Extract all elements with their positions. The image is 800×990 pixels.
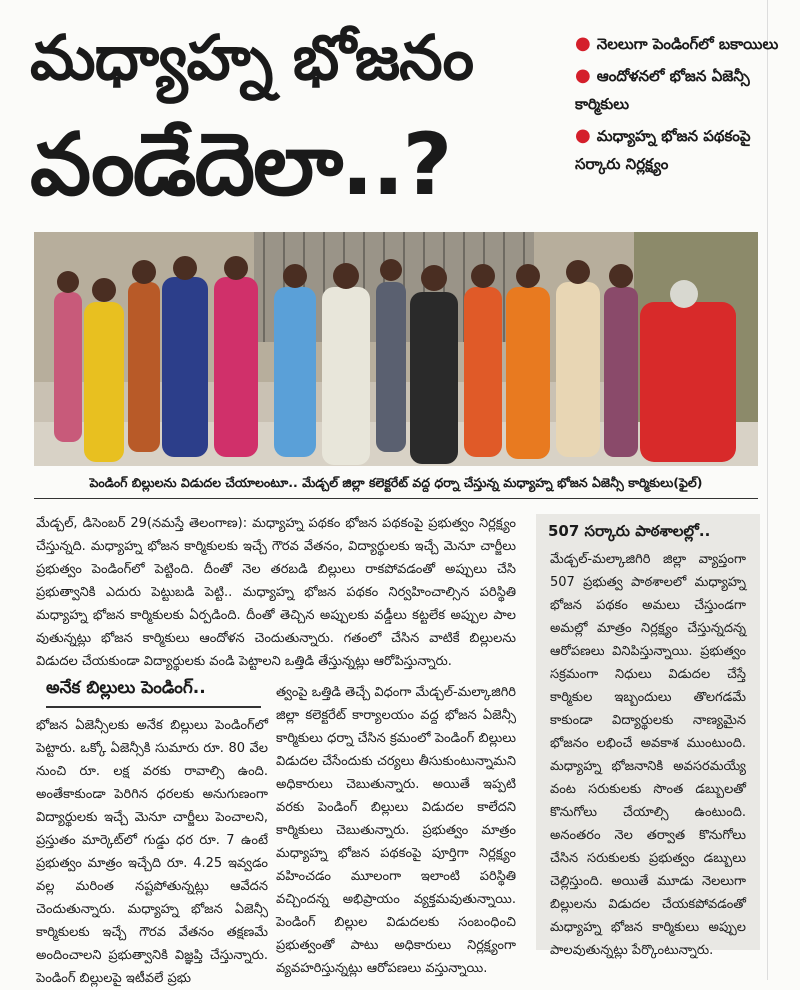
- highlight-item: [575, 62, 790, 118]
- news-photo: [34, 232, 758, 466]
- highlight-text: నెలలుగా పెండింగ్‌లో బకాయిలు: [596, 35, 779, 53]
- lead-paragraph: మేడ్చల్, డిసెంబర్ 29(నమస్తే తెలంగాణ): మధ్యాహ్న పథకం భోజన పథకంపై ప్రభుత్వం నిర్లక్ష్యం చేస్తున్నది. మధ్యాహ్న భోజన కార్మికులకు ఇచ్చే గౌరవ వేతనం, విద్యార్థులకు ఇచ్చే మెనూ చార్జీలు ప్రభుత్వం పెండింగ్‌లో పెట్టింది. దీంతో నెల తరబడి బిల్లులు రాకపోవడంతో అప్పులు చేసి ప్రభుత్వానికి ఎదురు పెట్టుబడి పెట్టి.. మధ్యాహ్న భోజన పథకం నిర్వహించాల్సిన పరిస్థితి మధ్యాహ్న భోజన కార్మికులకు ఏర్పడింది. దీంతో తెచ్చిన అప్పులకు వడ్డీలు కట్టలేక అప్పుల పాల వుతున్నట్లు భోజన కార్మికులు ఆందోళన చెందుతున్నారు. గతంలో చేసిన వాటికే బిల్లులను విడుదల చేయకుండా విద్యార్థులకు వండి పెట్టాలని ఒత్తిడి తేస్తున్నట్లు ఆరోపిస్తున్నారు.: [36, 516, 516, 669]
- article-column-1: భోజన ఏజెన్సీలకు అనేక బిల్లులు పెండింగ్‌లో పెట్టారు. ఒక్కో ఏజెన్సీకి సుమారు రూ. 80 వేల నుంచి రూ. లక్ష వరకు రావాల్సి ఉంది. అంతేకాకుండా పెరిగిన ధరలకు అనుగుణంగా విద్యార్థులకు ఇచ్చే మెనూ చార్జీలు పెంచాలని, ప్రస్తుతం మార్కెట్‌లో గుడ్డు ధర రూ. 7 ఉంటే ప్రభుత్వం మాత్రం ఇచ్చేది రూ. 4.25 ఇవ్వడం వల్ల మరింత నష్టపోతున్నట్లు ఆవేదన చెందుతున్నారు. మధ్యాహ్న భోజన ఏజెన్సీ కార్మికులకు ఇచ్చే గౌరవ వేతనం తక్షణమే అందించాలని ప్రభుత్వానికి విజ్ఞప్తి చేస్తున్నారు. పెండింగ్ బిల్లులపై ఇటీవలే ప్రభు: [36, 718, 268, 986]
- bullet-icon: ●: [575, 125, 591, 146]
- headline-line-1: మధ్యాహ్న భోజనం: [30, 21, 474, 94]
- highlights-list: [575, 30, 790, 182]
- highlight-text: ఆందోళనలో భోజన ఏజెన్సీ కార్మికులు: [575, 67, 750, 113]
- subheading: అనేక బిల్లులు పెండింగ్..: [46, 678, 261, 708]
- highlight-item: [575, 122, 790, 178]
- photo-caption: పెండింగ్ బిల్లులను విడుదల చేయాలంటూ.. మేడ్చల్ జిల్లా కలెక్టరేట్ వద్ద ధర్నా చేస్తున్న మధ్యాహ్న భోజన ఏజెన్సీ కార్మికులు(ఫైల్): [34, 470, 758, 499]
- highlight-text: మధ్యాహ్న భోజన పథకంపై సర్కారు నిర్లక్ష్యం: [575, 127, 751, 173]
- headline-line-2: వండేదెలా..?: [30, 115, 451, 215]
- bullet-icon: ●: [575, 65, 591, 86]
- headline: [30, 10, 570, 224]
- protest-photo-illustration: [34, 232, 758, 466]
- article-column-2: త్వంపై ఒత్తిడి తెచ్చే విధంగా మేడ్చల్-మల్కాజిగిరి జిల్లా కలెక్టరేట్ కార్యాలయం వద్ద భోజన ఏజెన్సీ కార్మికులు ధర్నా చేసిన క్రమంలో పెండింగ్ బిల్లులు విడుదల చేసేందుకు చర్యలు తీసుకుంటున్నామని అధికారులు చెబుతున్నారు. అయితే ఇప్పటి వరకు పెండింగ్ బిల్లులు విడుదల కాలేదని కార్మికులు చెబుతున్నారు. ప్రభుత్వం మాత్రం మధ్యాహ్న భోజన పథకంపై పూర్తిగా నిర్లక్ష్యం వహించడం మూలంగా ఇలాంటి పరిస్థితి వచ్చిందన్న అభిప్రాయం వ్యక్తమవుతున్నాయి. పెండింగ్ బిల్లుల విడుదలకు సంబంధించి ప్రభుత్వంతో పాటు అధికారులు నిర్లక్ష్యంగా వ్యవహరిస్తున్నట్లు ఆరోపణలు వస్తున్నాయి.: [276, 685, 516, 976]
- sidebar-title: 507 సర్కారు పాఠశాలల్లో..: [548, 522, 711, 540]
- sidebar-box: [536, 514, 760, 958]
- bullet-icon: ●: [575, 33, 591, 54]
- highlight-item: [575, 30, 790, 58]
- sidebar-body: మేడ్చల్-మల్కాజిగిరి జిల్లా వ్యాప్తంగా 507 ప్రభుత్వ పాఠశాలలో మధ్యాహ్న భోజన పథకం అమలు చేస్తుండగా అమల్లో మాత్రం నిర్లక్ష్యం చేస్తున్నదన్న ఆరోపణలు వినిపిస్తున్నాయి. ప్రభుత్వం సక్రమంగా నిధులు విడుదల చేస్తే కార్మికుల ఇబ్బందులు తొలగడమే కాకుండా విద్యార్థులకు నాణ్యమైన భోజనం లభించే అవకాశ ముంటుంది. మధ్యాహ్న భోజనానికి అవసరమయ్యే వంట సరుకులకు సొంత డబ్బులతో కొనుగోలు చేయాల్సి ఉంటుంది. అనంతరం నెల తర్వాత కొనుగోలు చేసిన సరుకులకు ప్రభుత్వం డబ్బులు చెల్లిస్తుంది. అయితే మూడు నెలలుగా బిల్లులను విడుదల చేయకపోవడంతో మధ్యాహ్న భోజన కార్మికులు అప్పుల పాలవుతున్నట్లు పేర్కొంటున్నారు.: [550, 552, 746, 958]
